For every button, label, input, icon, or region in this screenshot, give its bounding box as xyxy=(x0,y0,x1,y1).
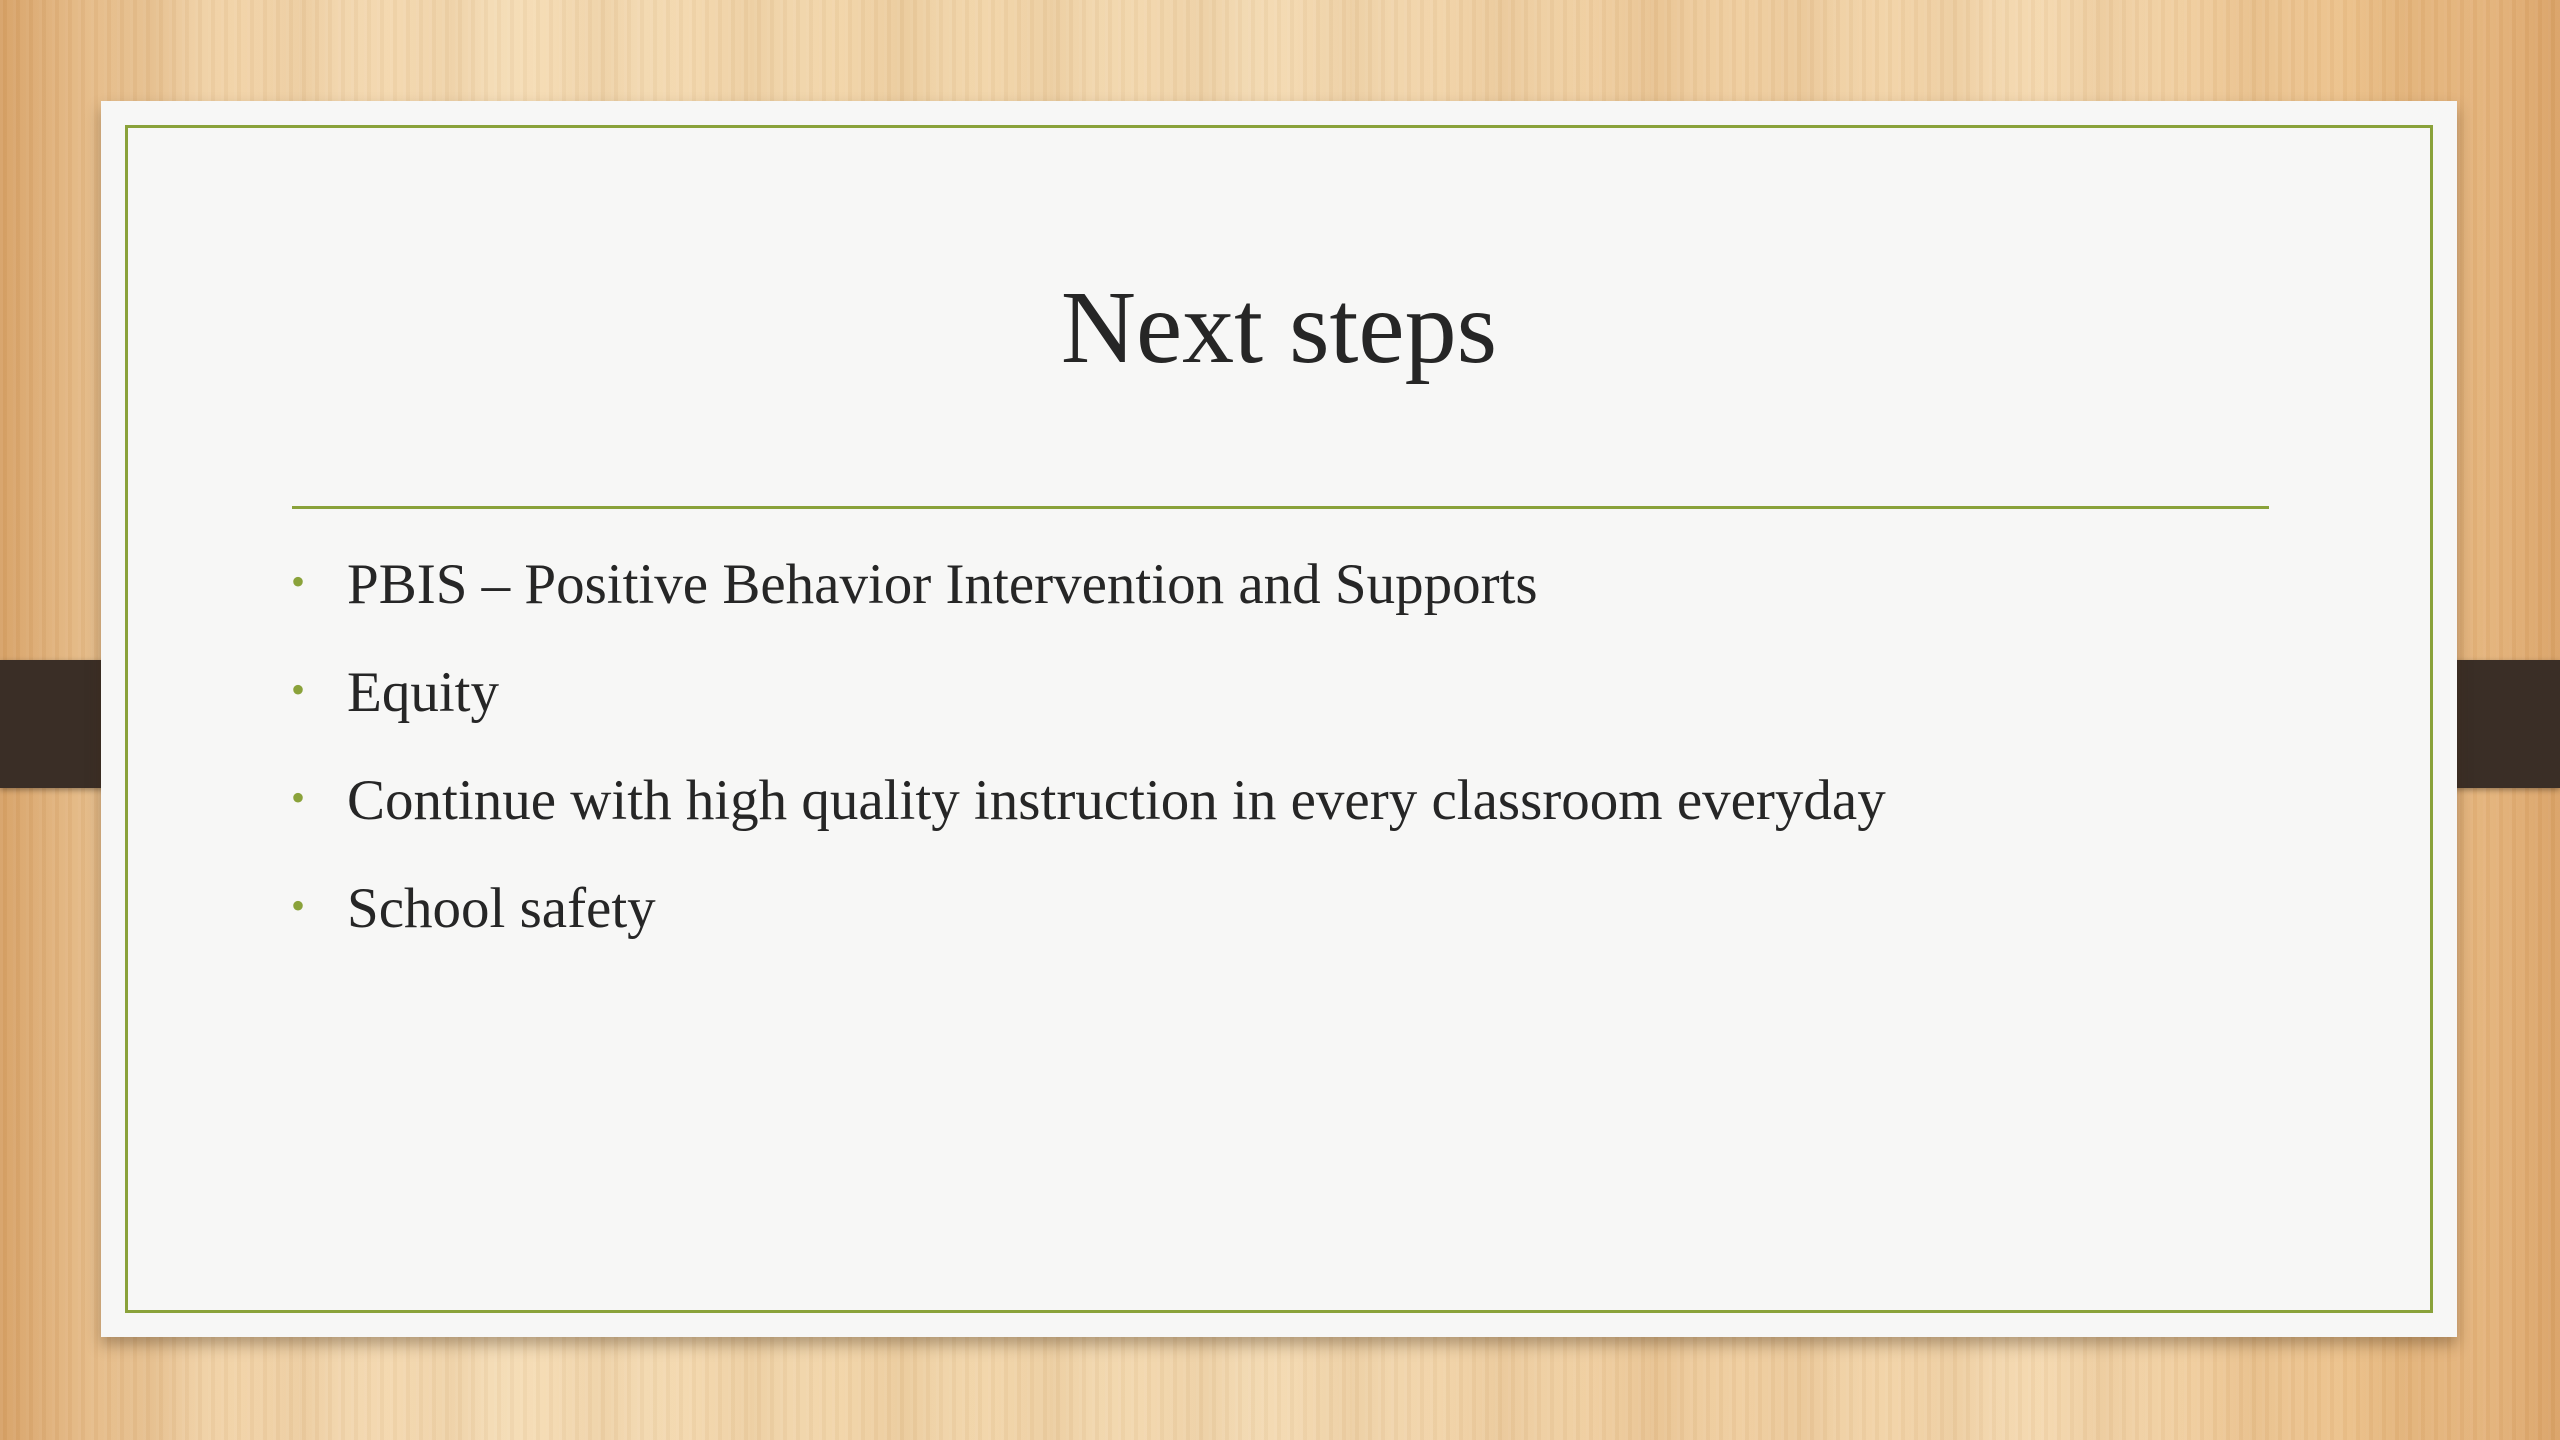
bullet-dot-icon: • xyxy=(291,559,306,604)
bullet-text: School safety xyxy=(347,877,656,940)
bullet-item xyxy=(291,873,1886,981)
slide xyxy=(101,101,2457,1337)
bullet-text: Continue with high quality instruction in every classroom everyday xyxy=(347,769,1886,832)
bullet-item xyxy=(291,657,1886,765)
bullet-dot-icon: • xyxy=(291,883,306,928)
bullet-item xyxy=(291,765,1886,873)
slide-title: Next steps xyxy=(1060,270,1498,385)
bullet-list xyxy=(291,549,1886,981)
title-divider xyxy=(292,506,2269,509)
bullet-dot-icon: • xyxy=(291,775,306,820)
bullet-text: PBIS – Positive Behavior Intervention and Supports xyxy=(347,553,1538,616)
bullet-text: Equity xyxy=(347,661,499,724)
bullet-item xyxy=(291,549,1886,657)
bullet-dot-icon: • xyxy=(291,667,306,712)
